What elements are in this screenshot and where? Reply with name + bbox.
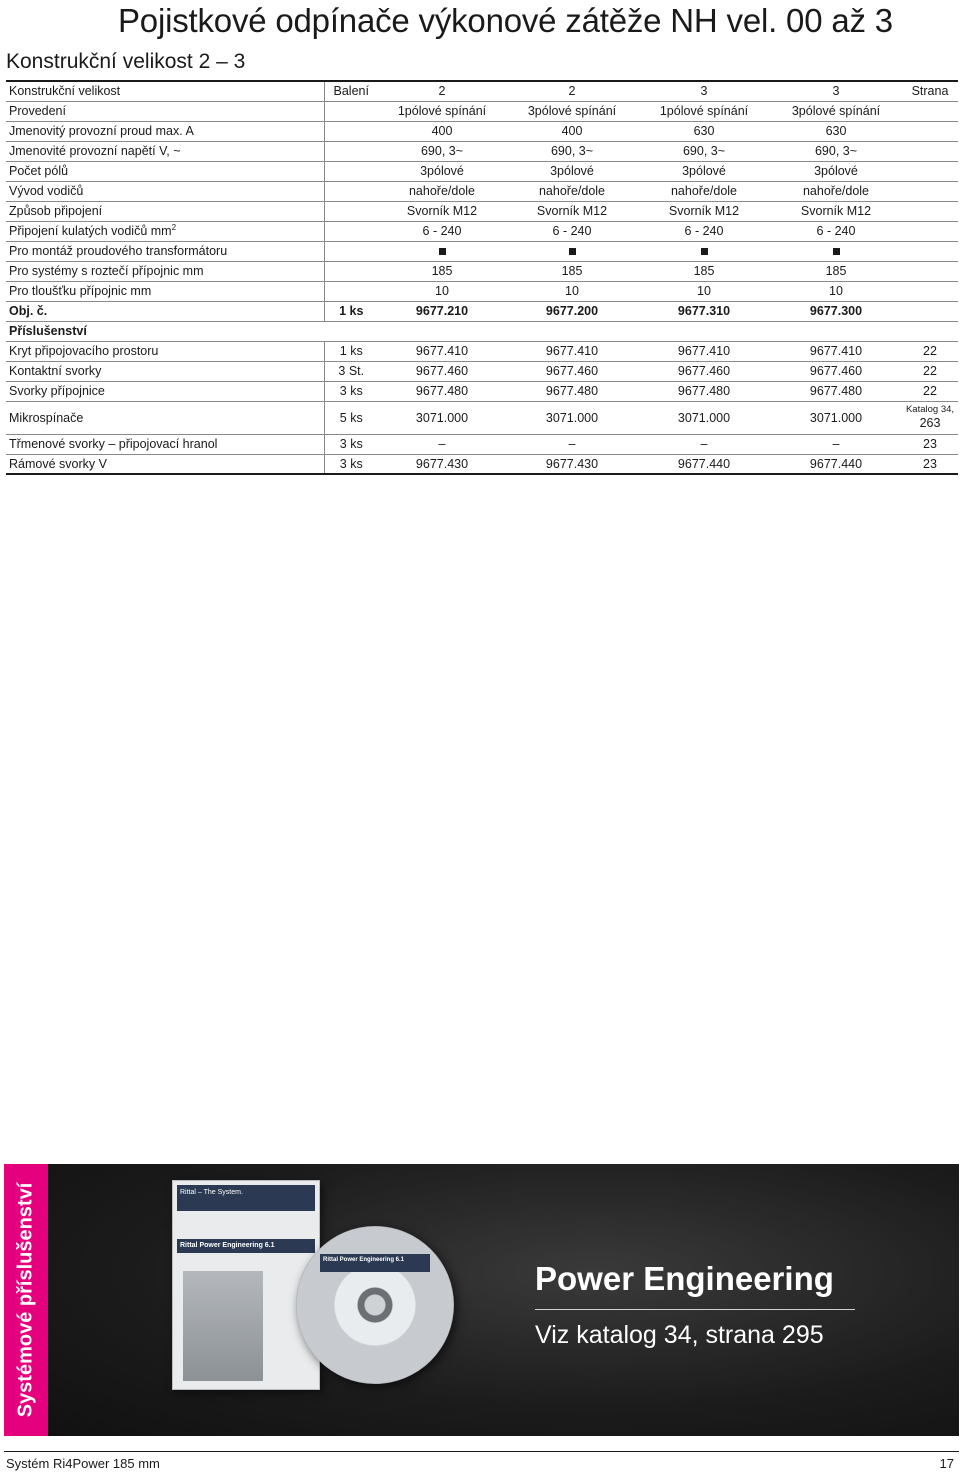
banner-side-tab <box>4 1164 48 1436</box>
value-cell <box>770 181 902 201</box>
value-cell <box>506 141 638 161</box>
cell-text: 9677.480 <box>677 384 731 398</box>
cell-text: Svorník M12 <box>536 204 608 218</box>
value-cell <box>378 301 506 321</box>
value-cell <box>770 221 902 241</box>
value-cell <box>638 201 770 221</box>
cell-text: Konstrukční velikost <box>9 84 121 99</box>
table-row <box>6 341 958 361</box>
row-label <box>6 161 324 181</box>
cell-text: 10 <box>829 284 843 298</box>
cell-text: 10 <box>435 284 449 298</box>
cell-text: – <box>700 437 708 451</box>
unit-superscript: 2 <box>171 223 177 233</box>
packaging-cell <box>324 401 378 434</box>
row-label <box>6 301 324 321</box>
packaging-cell <box>324 301 378 321</box>
value-cell <box>378 341 506 361</box>
value-cell <box>378 101 506 121</box>
packaging-cell <box>324 434 378 454</box>
page-title: Pojistkové odpínače výkonové zátěže NH vel. 00 až 3 <box>118 2 893 39</box>
cell-text: Balení <box>333 84 369 99</box>
page-ref-cell <box>902 101 958 121</box>
cell-text: Pro montáž proudového transformátoru <box>9 244 228 258</box>
cell-text: 690, 3~ <box>814 144 858 158</box>
table-row <box>6 434 958 454</box>
catalog-reference <box>906 405 954 430</box>
cell-text: 6 - 240 <box>552 224 592 238</box>
cell-text: 1pólové spínání <box>659 104 749 118</box>
cell-text: 2 <box>438 84 446 99</box>
cell-text: 9677.200 <box>545 304 599 318</box>
packaging-cell <box>324 381 378 401</box>
filled-square-icon <box>439 248 446 255</box>
value-cell <box>378 181 506 201</box>
value-cell <box>770 141 902 161</box>
filled-square-icon <box>833 248 840 255</box>
page-ref-cell <box>902 401 958 434</box>
cell-text: 400 <box>561 124 583 138</box>
table-row <box>6 401 958 434</box>
footer-title: Systém Ri4Power 185 mm <box>6 1456 160 1471</box>
value-cell <box>770 241 902 261</box>
packaging-cell <box>324 181 378 201</box>
value-cell <box>770 201 902 221</box>
value-cell <box>506 454 638 474</box>
value-cell <box>638 221 770 241</box>
value-cell <box>506 241 638 261</box>
value-cell <box>378 401 506 434</box>
value-cell <box>378 454 506 474</box>
value-cell <box>638 301 770 321</box>
cell-text: 9677.480 <box>415 384 469 398</box>
value-cell <box>770 101 902 121</box>
cell-text: Kontaktní svorky <box>9 364 102 378</box>
row-label <box>6 454 324 474</box>
cell-text: 3pólové spínání <box>527 104 617 118</box>
cell-text: 23 <box>923 437 937 451</box>
cell-text: 22 <box>923 344 937 358</box>
page-ref-cell <box>902 221 958 241</box>
cell-text: 3pólové spínání <box>791 104 881 118</box>
cell-text: Příslušenství <box>9 324 87 338</box>
cell-text: 3 ks <box>339 384 363 398</box>
table-row <box>6 141 958 161</box>
power-engineering-banner <box>4 1164 959 1436</box>
cell-text: 3 <box>832 84 840 99</box>
packaging-cell <box>324 201 378 221</box>
packaging-cell <box>324 361 378 381</box>
cell-text: 9677.300 <box>809 304 863 318</box>
value-cell <box>506 321 638 341</box>
cell-text: 3pólové <box>682 164 726 178</box>
value-cell <box>638 81 770 101</box>
cell-text: 9677.460 <box>809 364 863 378</box>
row-label <box>6 81 324 101</box>
value-cell <box>506 101 638 121</box>
value-cell <box>770 81 902 101</box>
dvd-disc-image <box>296 1226 454 1384</box>
dvd-case-title: Rittal Power Engineering 6.1 <box>177 1239 315 1253</box>
cell-text: 690, 3~ <box>420 144 464 158</box>
banner-heading: Power Engineering <box>535 1260 834 1297</box>
value-cell <box>378 241 506 261</box>
value-cell <box>770 454 902 474</box>
value-cell <box>770 261 902 281</box>
value-cell <box>770 361 902 381</box>
value-cell <box>770 401 902 434</box>
value-cell <box>638 261 770 281</box>
page-ref-cell <box>902 281 958 301</box>
cell-text: 3pólové <box>814 164 858 178</box>
cell-text: 9677.440 <box>809 456 863 471</box>
value-cell <box>770 161 902 181</box>
page-ref-cell <box>902 81 958 101</box>
cell-text: 9677.440 <box>677 456 731 471</box>
cell-text: 3 ks <box>339 437 363 451</box>
cell-text: 185 <box>431 264 453 278</box>
cell-text: 3 ks <box>339 456 363 471</box>
cell-text: 185 <box>693 264 715 278</box>
cell-text: – <box>832 437 840 451</box>
row-label <box>6 381 324 401</box>
page-ref-cell <box>902 241 958 261</box>
page-ref-cell <box>902 181 958 201</box>
value-cell <box>378 381 506 401</box>
cell-text: 3071.000 <box>545 410 599 425</box>
value-cell <box>638 321 770 341</box>
cell-text: 5 ks <box>339 410 363 425</box>
cell-text: 10 <box>565 284 579 298</box>
banner-side-label: Systémové příslušenství <box>14 1182 37 1418</box>
cell-text: 630 <box>825 124 847 138</box>
table-row <box>6 241 958 261</box>
cell-text: Jmenovitý provozní proud max. A <box>9 124 194 138</box>
packaging-cell <box>324 121 378 141</box>
row-label <box>6 341 324 361</box>
value-cell <box>506 281 638 301</box>
value-cell <box>638 161 770 181</box>
row-label <box>6 401 324 434</box>
banner-subheading: Viz katalog 34, strana 295 <box>535 1321 824 1349</box>
cell-text: Svorky přípojnice <box>9 384 105 398</box>
cell-text: 9677.410 <box>415 344 469 358</box>
table-row <box>6 201 958 221</box>
cell-text: 9677.460 <box>545 364 599 378</box>
cell-text: 3 St. <box>338 364 365 378</box>
packaging-cell <box>324 281 378 301</box>
cell-text: Obj. č. <box>9 304 48 318</box>
cell-text: 3pólové <box>550 164 594 178</box>
cell-text: Rámové svorky V <box>9 456 107 471</box>
dvd-case-cabinet-picture <box>183 1271 263 1381</box>
cell-text: 6 - 240 <box>816 224 856 238</box>
row-label <box>6 141 324 161</box>
cell-text: 1pólové spínání <box>397 104 487 118</box>
cell-text: Mikrospínače <box>9 410 84 425</box>
table-row <box>6 361 958 381</box>
row-label <box>6 321 324 341</box>
cell-text: 690, 3~ <box>550 144 594 158</box>
value-cell <box>638 281 770 301</box>
value-cell <box>378 141 506 161</box>
row-label <box>6 434 324 454</box>
page-ref-cell <box>902 161 958 181</box>
dvd-disc-label: Rittal Power Engineering 6.1 <box>320 1254 430 1272</box>
value-cell <box>378 161 506 181</box>
value-cell <box>506 341 638 361</box>
value-cell <box>506 401 638 434</box>
table-row <box>6 261 958 281</box>
catalog-reference-page: 263 <box>919 415 941 430</box>
cell-text: 9677.460 <box>415 364 469 378</box>
table-row <box>6 381 958 401</box>
packaging-cell <box>324 141 378 161</box>
cell-text: 2 <box>568 84 576 99</box>
value-cell <box>638 341 770 361</box>
page-ref-cell <box>902 141 958 161</box>
catalog-reference-line: Katalog 34, <box>905 403 955 415</box>
packaging-cell <box>324 341 378 361</box>
value-cell <box>638 361 770 381</box>
page-ref-cell <box>902 201 958 221</box>
row-label <box>6 181 324 201</box>
page-ref-cell <box>902 361 958 381</box>
value-cell <box>506 181 638 201</box>
cell-text: 22 <box>923 364 937 378</box>
cell-text: Pro systémy s roztečí přípojnic mm <box>9 264 204 278</box>
value-cell <box>638 181 770 201</box>
value-cell <box>378 281 506 301</box>
value-cell <box>638 241 770 261</box>
table-row <box>6 161 958 181</box>
page-ref-cell <box>902 381 958 401</box>
value-cell <box>638 121 770 141</box>
value-cell <box>770 321 902 341</box>
value-cell <box>770 434 902 454</box>
packaging-cell <box>324 221 378 241</box>
cell-text: Svorník M12 <box>406 204 478 218</box>
value-cell <box>378 221 506 241</box>
cell-text: – <box>438 437 446 451</box>
row-label <box>6 201 324 221</box>
value-cell <box>770 281 902 301</box>
value-cell <box>638 401 770 434</box>
cell-text: nahoře/dole <box>670 184 738 198</box>
value-cell <box>770 301 902 321</box>
value-cell <box>378 201 506 221</box>
page-ref-cell <box>902 301 958 321</box>
packaging-cell <box>324 161 378 181</box>
cell-text: 9677.480 <box>545 384 599 398</box>
cell-text: 3pólové <box>420 164 464 178</box>
value-cell <box>506 361 638 381</box>
table-row <box>6 101 958 121</box>
cell-text: 9677.410 <box>809 344 863 358</box>
cell-text: 10 <box>697 284 711 298</box>
table-row <box>6 301 958 321</box>
table-row <box>6 454 958 474</box>
cell-text: Připojení kulatých vodičů mm <box>9 224 172 239</box>
cell-text: 630 <box>693 124 715 138</box>
cell-text: 185 <box>825 264 847 278</box>
footer-divider <box>4 1451 959 1452</box>
value-cell <box>770 381 902 401</box>
table-row <box>6 81 958 101</box>
table-section-heading <box>6 321 958 341</box>
value-cell <box>506 381 638 401</box>
page-ref-cell <box>902 341 958 361</box>
value-cell <box>506 301 638 321</box>
cell-text: Svorník M12 <box>668 204 740 218</box>
row-label <box>6 361 324 381</box>
filled-square-icon <box>569 248 576 255</box>
cell-text: 9677.480 <box>809 384 863 398</box>
cell-text: 9677.310 <box>677 304 731 318</box>
cell-text: Provedení <box>9 104 66 118</box>
value-cell <box>770 121 902 141</box>
cell-text: Svorník M12 <box>800 204 872 218</box>
cell-text: Způsob připojení <box>9 204 103 218</box>
cell-text: nahoře/dole <box>538 184 606 198</box>
row-label <box>6 221 324 241</box>
cell-text: 3071.000 <box>677 410 731 425</box>
packaging-cell <box>324 261 378 281</box>
table-row <box>6 221 958 241</box>
cell-text: 400 <box>431 124 453 138</box>
cell-text: 23 <box>923 456 937 471</box>
cell-text: 22 <box>923 384 937 398</box>
cell-text: 3 <box>700 84 708 99</box>
value-cell <box>506 81 638 101</box>
cell-text: 9677.430 <box>545 456 599 471</box>
cell-text: 690, 3~ <box>682 144 726 158</box>
value-cell <box>506 434 638 454</box>
value-cell <box>378 321 506 341</box>
filled-square-icon <box>701 248 708 255</box>
value-cell <box>638 141 770 161</box>
value-cell <box>506 221 638 241</box>
page-ref-cell <box>902 434 958 454</box>
packaging-cell <box>324 454 378 474</box>
page-ref-cell <box>902 261 958 281</box>
cell-text: 9677.210 <box>415 304 469 318</box>
row-label <box>6 241 324 261</box>
cell-text: 1 ks <box>339 344 363 358</box>
value-cell <box>506 261 638 281</box>
page-ref-cell <box>902 121 958 141</box>
cell-text: 9677.460 <box>677 364 731 378</box>
packaging-cell <box>324 81 378 101</box>
page-ref-cell <box>902 321 958 341</box>
cell-text: 1 ks <box>339 304 364 318</box>
cell-text: Kryt připojovacího prostoru <box>9 344 159 358</box>
cell-text: Počet pólů <box>9 164 69 178</box>
value-cell <box>378 261 506 281</box>
cell-text: 3071.000 <box>415 410 469 425</box>
section-title: Konstrukční velikost 2 – 3 <box>6 50 246 73</box>
banner-divider <box>535 1309 855 1310</box>
value-cell <box>638 434 770 454</box>
cell-text: Vývod vodičů <box>9 184 84 198</box>
cell-text: 185 <box>561 264 583 278</box>
value-cell <box>506 161 638 181</box>
cell-text: 6 - 240 <box>684 224 724 238</box>
value-cell <box>378 361 506 381</box>
cell-text: 9677.410 <box>545 344 599 358</box>
cell-text: 9677.410 <box>677 344 731 358</box>
cell-text: 6 - 240 <box>422 224 462 238</box>
table-row <box>6 281 958 301</box>
value-cell <box>638 381 770 401</box>
packaging-cell <box>324 321 378 341</box>
page-ref-cell <box>902 454 958 474</box>
value-cell <box>638 101 770 121</box>
page-number: 17 <box>939 1456 954 1471</box>
cell-text: Pro tloušťku přípojnic mm <box>9 284 152 298</box>
spec-table <box>6 80 958 475</box>
row-label <box>6 261 324 281</box>
cell-text: Třmenové svorky – připojovací hranol <box>9 437 218 451</box>
value-cell <box>770 341 902 361</box>
row-label <box>6 281 324 301</box>
cell-text: – <box>568 437 576 451</box>
table-row <box>6 121 958 141</box>
cell-text: 3071.000 <box>809 410 863 425</box>
cell-text: nahoře/dole <box>408 184 476 198</box>
table-row <box>6 181 958 201</box>
value-cell <box>506 201 638 221</box>
cell-text: 9677.430 <box>415 456 469 471</box>
row-label <box>6 101 324 121</box>
value-cell <box>506 121 638 141</box>
packaging-cell <box>324 101 378 121</box>
packaging-cell <box>324 241 378 261</box>
row-label <box>6 121 324 141</box>
cell-text: Strana <box>911 84 949 99</box>
value-cell <box>378 121 506 141</box>
cell-text: Jmenovité provozní napětí V, ~ <box>9 144 181 158</box>
value-cell <box>378 81 506 101</box>
value-cell <box>378 434 506 454</box>
dvd-case-header: Rittal – The System. <box>177 1185 315 1211</box>
value-cell <box>638 454 770 474</box>
cell-text: nahoře/dole <box>802 184 870 198</box>
